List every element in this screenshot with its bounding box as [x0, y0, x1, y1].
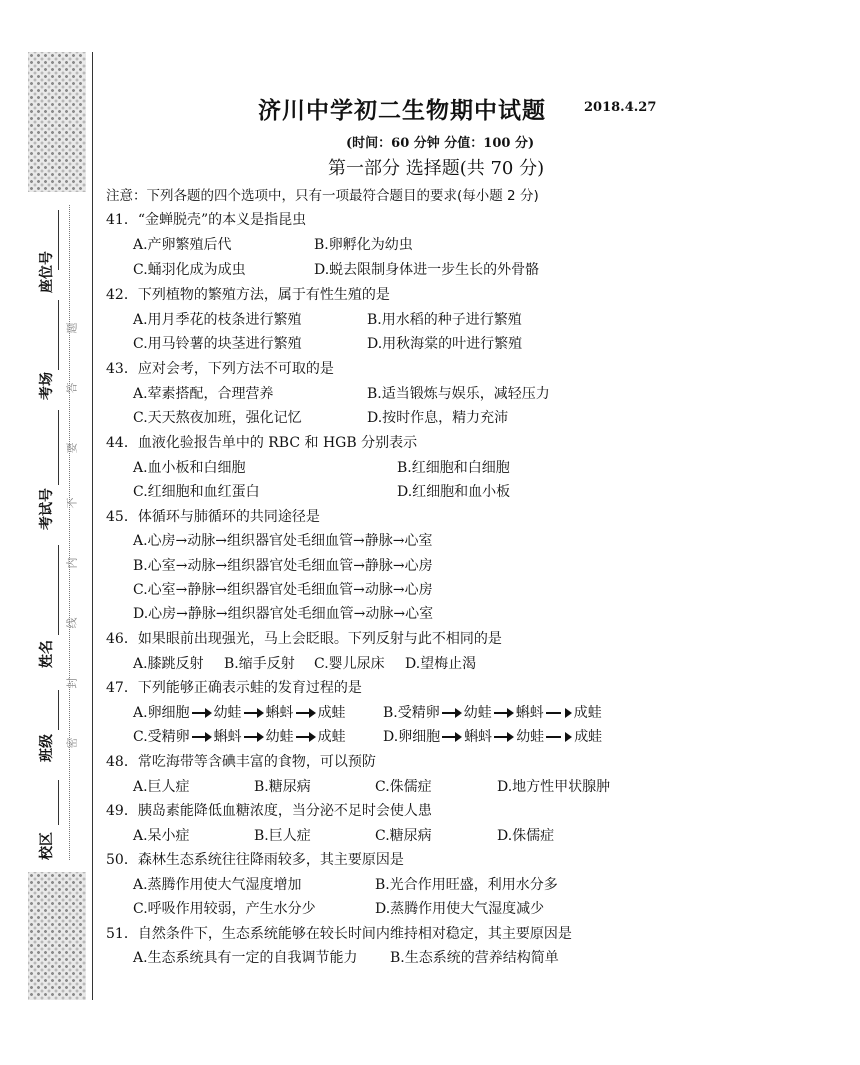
stage: 蝌蚪 [515, 705, 544, 721]
option-letter: A. [133, 705, 148, 721]
stage: 蝌蚪 [464, 729, 493, 745]
option-c-frog-sequence [133, 726, 346, 746]
exam-date: 2018.4.27 [584, 100, 657, 115]
option: A.心房→动脉→组织器官处毛细血管→静脉→心室 [133, 533, 433, 549]
school-label: 校区 [39, 832, 55, 860]
seal-char: 答 [65, 382, 79, 394]
option: B.用水稻的种子进行繁殖 [367, 312, 522, 328]
question-stem: 48．常吃海带等含碘丰富的食物，可以预防 [106, 754, 376, 770]
arrow-icon [192, 732, 212, 742]
arrow-icon [442, 708, 462, 718]
option: D.望梅止渴 [405, 656, 477, 672]
option: A.呆小症 [133, 828, 190, 844]
option: A.产卵繁殖后代 [133, 237, 232, 253]
stage: 成蛙 [573, 705, 602, 721]
arrow-icon [546, 708, 572, 718]
option: D.红细胞和血小板 [397, 484, 511, 500]
seat-number-blank [58, 210, 60, 270]
exam-room-blank [58, 300, 60, 370]
option: B.卵孵化为幼虫 [314, 237, 413, 253]
stage: 卵细胞 [147, 705, 190, 721]
question-stem: 41．“金蝉脱壳”的本义是指昆虫 [106, 212, 307, 228]
option: B.心室→动脉→组织器官处毛细血管→静脉→心房 [133, 558, 433, 574]
question-stem: 45．体循环与肺循环的共同途径是 [106, 509, 320, 525]
seal-char: 不 [65, 497, 79, 509]
stage: 幼蛙 [516, 729, 545, 745]
instructions-note: 注意：下列各题的四个选项中，只有一项最符合题目的要求(每小题 2 分) [106, 188, 539, 204]
seal-char: 封 [65, 677, 79, 689]
option: B.缩手反射 [224, 656, 295, 672]
exam-title: 济川中学初二生物期中试题 [258, 97, 546, 124]
option: B.适当锻炼与娱乐，减轻压力 [367, 386, 550, 402]
option: C.红细胞和血红蛋白 [133, 484, 260, 500]
arrow-icon [244, 708, 264, 718]
option: D.地方性甲状腺肿 [497, 779, 611, 795]
question-stem: 43．应对会考，下列方法不可取的是 [106, 361, 334, 377]
arrow-icon [192, 708, 212, 718]
stage: 蝌蚪 [213, 729, 242, 745]
school-blank [58, 780, 60, 825]
exam-number-label: 考试号 [39, 488, 55, 530]
arrow-icon [546, 732, 572, 742]
option-a-frog-sequence [133, 702, 346, 722]
question-stem: 46．如果眼前出现强光，马上会眨眼。下列反射与此不相同的是 [106, 631, 502, 647]
exam-meta: (时间：60 分钟 分值：100 分) [346, 136, 535, 151]
arrow-icon [494, 732, 514, 742]
option: C.心室→静脉→组织器官处毛细血管→动脉→心房 [133, 582, 433, 598]
option: B.巨人症 [254, 828, 311, 844]
option-letter: C. [133, 729, 148, 745]
stage: 幼蛙 [265, 729, 294, 745]
stage: 卵细胞 [398, 729, 441, 745]
seal-char: 线 [65, 617, 79, 629]
stage: 受精卵 [147, 729, 190, 745]
stage: 幼蛙 [213, 705, 242, 721]
stage: 蝌蚪 [265, 705, 294, 721]
option: C.用马铃薯的块茎进行繁殖 [133, 336, 302, 352]
option: D.心房→静脉→组织器官处毛细血管→动脉→心室 [133, 606, 434, 622]
question-stem: 42．下列植物的繁殖方法，属于有性生殖的是 [106, 287, 390, 303]
question-stem: 47．下列能够正确表示蛙的发育过程的是 [106, 680, 362, 696]
seat-number-label: 座位号 [39, 251, 55, 293]
binding-line [92, 52, 93, 1000]
binding-pattern-top [28, 52, 86, 192]
stage: 成蛙 [317, 729, 346, 745]
arrow-icon [244, 732, 264, 742]
option-letter: B. [383, 705, 398, 721]
arrow-icon [296, 708, 316, 718]
seal-dotted-line [69, 205, 70, 860]
seal-char: 内 [65, 557, 79, 569]
option-d-frog-sequence [383, 726, 602, 746]
option: D.侏儒症 [497, 828, 555, 844]
option: C.糖尿病 [375, 828, 432, 844]
option: A.荤素搭配，合理营养 [133, 386, 274, 402]
option: C.蛹羽化成为成虫 [133, 262, 246, 278]
option: D.按时作息，精力充沛 [367, 410, 509, 426]
name-blank [58, 545, 60, 635]
exam-number-blank [58, 410, 60, 485]
seal-char: 题 [65, 322, 79, 334]
option-letter: D. [383, 729, 399, 745]
question-stem: 50．森林生态系统往往降雨较多，其主要原因是 [106, 852, 404, 868]
section-heading: 第一部分 选择题(共 70 分) [328, 158, 545, 179]
option: A.血小板和白细胞 [133, 460, 246, 476]
option: A.生态系统具有一定的自我调节能力 [133, 950, 358, 966]
class-blank [58, 690, 60, 730]
exam-room-label: 考场 [39, 372, 55, 400]
option: B.光合作用旺盛，利用水分多 [375, 877, 558, 893]
stage: 成蛙 [317, 705, 346, 721]
option-b-frog-sequence [383, 702, 602, 722]
seal-char: 要 [65, 442, 79, 454]
option: D.蜕去限制身体进一步生长的外骨骼 [314, 262, 540, 278]
option: A.蒸腾作用使大气湿度增加 [133, 877, 302, 893]
option: A.用月季花的枝条进行繁殖 [133, 312, 302, 328]
binding-pattern-bottom [28, 872, 86, 1000]
option: C.侏儒症 [375, 779, 432, 795]
option: A.膝跳反射 [133, 656, 204, 672]
option: B.红细胞和白细胞 [397, 460, 510, 476]
question-stem: 49．胰岛素能降低血糖浓度，当分泌不足时会使人患 [106, 803, 432, 819]
stage: 受精卵 [397, 705, 440, 721]
option: D.用秋海棠的叶进行繁殖 [367, 336, 523, 352]
question-stem: 44．血液化验报告单中的 RBC 和 HGB 分别表示 [106, 435, 418, 451]
option: C.呼吸作用较弱，产生水分少 [133, 901, 316, 917]
class-label: 班级 [39, 734, 55, 762]
stage: 幼蛙 [463, 705, 492, 721]
option: D.蒸腾作用使大气湿度减少 [375, 901, 545, 917]
name-label: 姓名 [39, 640, 55, 668]
arrow-icon [494, 708, 514, 718]
option: B.糖尿病 [254, 779, 311, 795]
arrow-icon [442, 732, 462, 742]
seal-char: 密 [65, 737, 79, 749]
option: C.天天熬夜加班，强化记忆 [133, 410, 302, 426]
question-stem: 51．自然条件下，生态系统能够在较长时间内维持相对稳定，其主要原因是 [106, 926, 572, 942]
stage: 成蛙 [574, 729, 603, 745]
option: B.生态系统的营养结构简单 [390, 950, 559, 966]
arrow-icon [296, 732, 316, 742]
option: A.巨人症 [133, 779, 190, 795]
option: C.婴儿尿床 [314, 656, 385, 672]
